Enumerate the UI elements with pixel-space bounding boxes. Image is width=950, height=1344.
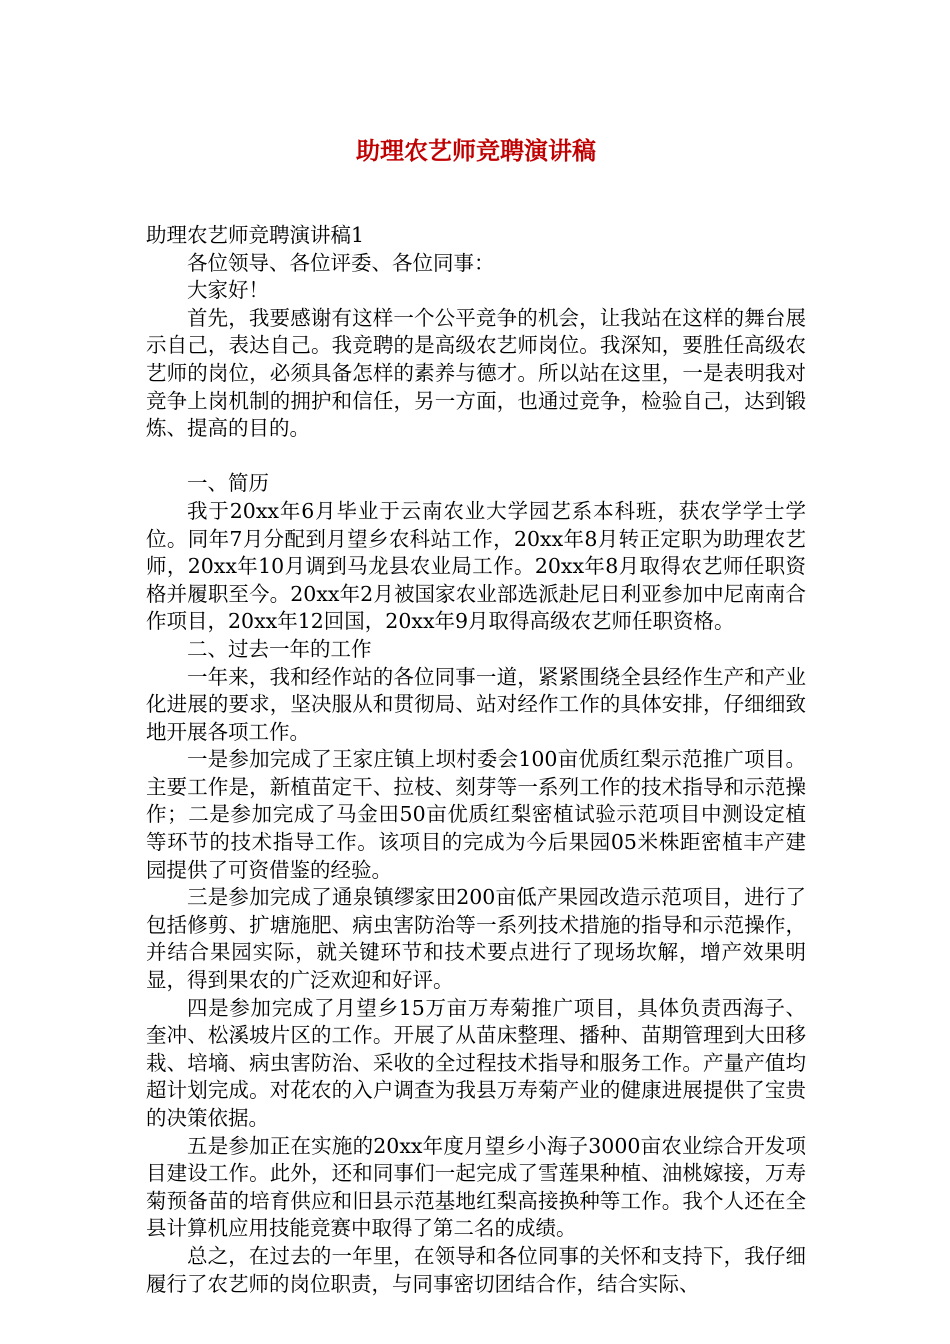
paragraph-item-3: 三是参加完成了通泉镇缪家田200亩低产果园改造示范项目，进行了包括修剪、扩塘施肥、病虫害防治等一系列技术措施的指导和示范操作，并结合果园实际，就关键环节和技术要点进行了现场坎解，增产效果明显，得到果农的广泛欢迎和好评。 [146,885,806,993]
paragraph-item-1: 一是参加完成了王家庄镇上坝村委会100亩优质红梨示范推广项目。主要工作是，新植苗定干、拉枝、刻芽等一系列工作的技术指导和示范操作；二是参加完成了马金田50亩优质红梨密植试验示范项目中测设定植等环节的技术指导工作。该项目的完成为今后果园05米株距密植丰产建园提供了可资借鉴的经验。 [146,747,806,882]
subheading-past-year: 二、过去一年的工作 [187,636,372,661]
section-heading: 助理农艺师竞聘演讲稿1 [146,223,365,247]
document-title: 助理农艺师竞聘演讲稿 [356,137,596,165]
subheading-resume: 一、简历 [187,471,269,496]
paragraph-item-4: 四是参加完成了月望乡15万亩万寿菊推广项目，具体负责西海子、奎冲、松溪坡片区的工作。开展了从苗床整理、播种、苗期管理到大田移栽、培墒、病虫害防治、采收的全过程技术指导和服务工作。产量产值均超计划完成。对花农的入户调查为我县万寿菊产业的健康进展提供了宝贵的决策依据。 [146,995,806,1130]
paragraph-resume: 我于20xx年6月毕业于云南农业大学园艺系本科班，获农学学士学位。同年7月分配到月望乡农科站工作，20xx年8月转正定职为助理农艺师，20xx年10月调到马龙县农业局工作。20xx年8月取得农艺师任职资格并履职至今。20xx年2月被国家农业部选派赴尼日利亚参加中尼南南合作项目，20xx年12回国，20xx年9月取得高级农艺师任职资格。 [146,498,806,634]
document-body [146,222,806,1298]
paragraph-summary: 总之，在过去的一年里，在领导和各位同事的关怀和支持下，我仔细履行了农艺师的岗位职责，与同事密切团结合作，结合实际、 [146,1243,806,1296]
paragraph-item-5: 五是参加正在实施的20xx年度月望乡小海子3000亩农业综合开发项目建设工作。此外，还和同事们一起完成了雪莲果种植、油桃嫁接，万寿菊预备苗的培育供应和旧县示范基地红梨高接换种等工作。我个人还在全县计算机应用技能竞赛中取得了第二名的成绩。 [146,1133,806,1241]
salutation: 各位领导、各位评委、各位同事： [187,250,495,275]
paragraph-intro: 首先，我要感谢有这样一个公平竞争的机会，让我站在这样的舞台展示自己，表达自己。我竞聘的是高级农艺师岗位。我深知，要胜任高级农艺师的岗位，必须具备怎样的素养与德才。所以站在这里，一是表明我对竞争上岗机制的拥护和信任，另一方面，也通过竞争，检验自己，达到锻炼、提高的目的。 [146,305,806,441]
paragraph-past-year: 一年来，我和经作站的各位同事一道，紧紧围绕全县经作生产和产业化进展的要求，坚决服从和贯彻局、站对经作工作的具体安排，仔细细致地开展各项工作。 [146,664,806,744]
greeting: 大家好！ [187,278,269,303]
